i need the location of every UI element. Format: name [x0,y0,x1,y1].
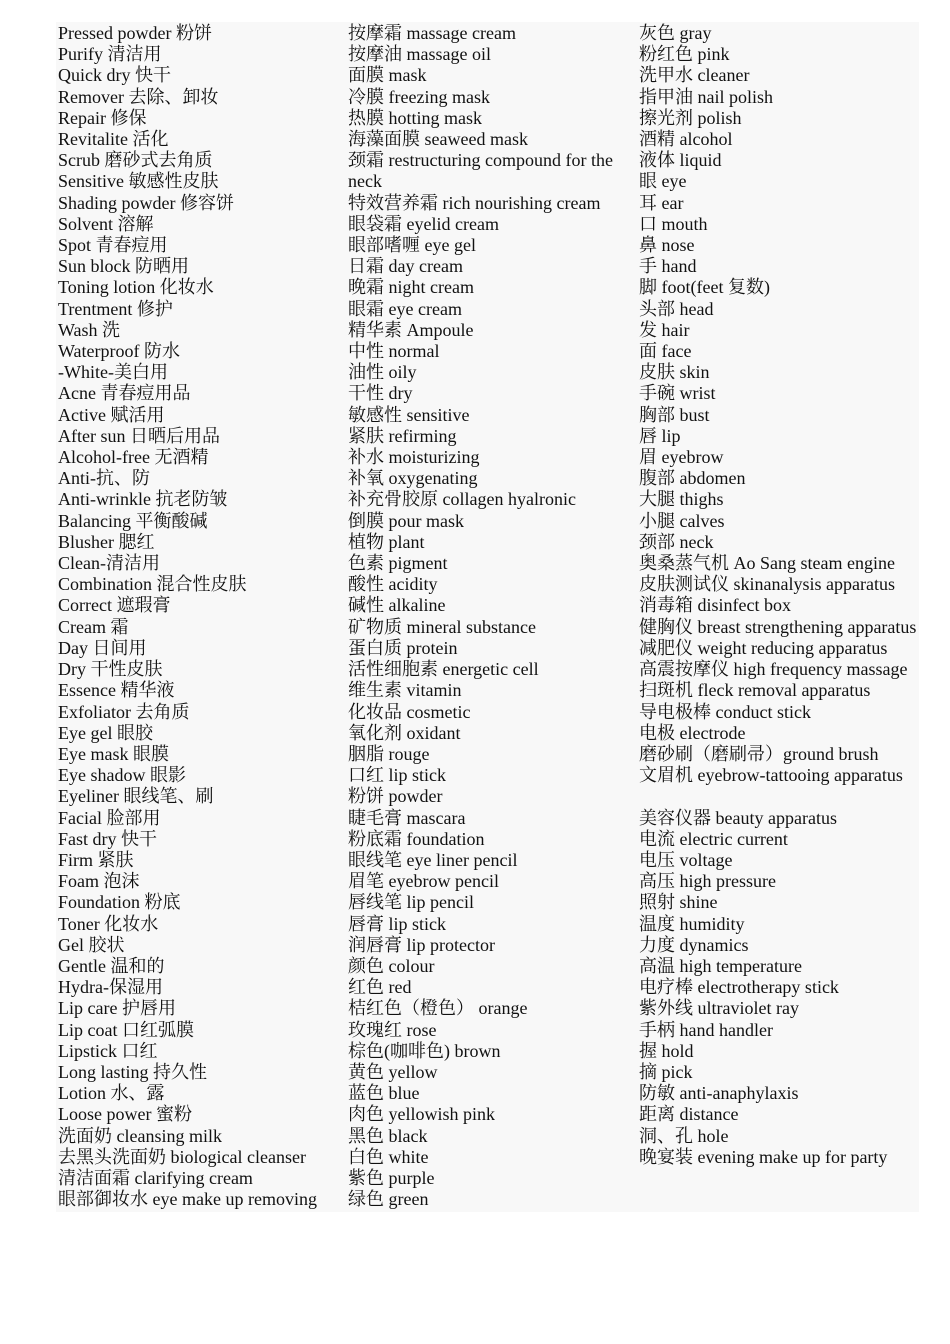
glossary-column-1 [56,22,347,1212]
glossary-entry: Scrub 磨砂式去角质 [58,150,213,171]
glossary-entry: 力度 dynamics [639,934,749,955]
glossary-entry: 温度 humidity [639,913,745,934]
glossary-entry: 灰色 gray [639,23,712,43]
glossary-entry: 电流 electric current [639,828,788,849]
glossary-entry: Lip care 护唇用 [58,998,176,1019]
glossary-entry: 补充骨胶原 collagen hyalronic [348,489,576,510]
glossary-entry: 黑色 black [348,1125,428,1146]
glossary-entry: Eye shadow 眼影 [58,765,186,786]
glossary-entry: 导电极棒 conduct stick [639,701,811,722]
glossary-entry: 清洁面霜 clarifying cream [58,1167,253,1188]
glossary-entry: 高温 high temperature [639,955,802,976]
glossary-entry: 洞、孔 hole [639,1125,729,1146]
glossary-entry: 绿色 green [348,1189,429,1210]
glossary-entry: 干性 dry [348,383,413,404]
glossary-entry: Waterproof 防水 [58,341,181,362]
glossary-entry: 晚宴装 evening make up for party [639,1146,888,1167]
glossary-entry: 发 hair [639,319,690,340]
glossary-entry: 手柄 hand handler [639,1019,773,1040]
glossary-entry: 手碗 wrist [639,383,716,404]
glossary-entry: 胸部 bust [639,404,710,425]
glossary-entry: 棕色(咖啡色) brown [348,1040,501,1061]
glossary-entry: 皮肤测试仪 skinanalysis apparatus [639,574,895,595]
glossary-entry: 矿物质 mineral substance [348,616,536,637]
glossary-entry: 耳 ear [639,192,684,213]
glossary-entry: 指甲油 nail polish [639,86,773,107]
glossary-entry: Alcohol-free 无酒精 [58,447,209,468]
glossary-entry: 化妆品 cosmetic [348,701,471,722]
glossary-entry: 奥桑蒸气机 Ao Sang steam engine [639,553,895,574]
glossary-entry: 眉 eyebrow [639,447,724,468]
glossary-entry: 去黑头洗面奶 biological cleanser [58,1146,306,1167]
glossary-entry: 粉红色 pink [639,44,730,65]
glossary-entry: 紫外线 ultraviolet ray [639,998,799,1019]
glossary-entry: Foam 泡沫 [58,871,140,892]
glossary-entry: Acne 青春痘用品 [58,383,191,404]
glossary-entry: 热膜 hotting mask [348,107,482,128]
glossary-entry: 磨砂刷（磨刷帚）ground brush [639,743,879,764]
glossary-entry: Trentment 修护 [58,298,173,319]
glossary-entry: 酒精 alcohol [639,129,733,150]
glossary-entry: Eyeliner 眼线笔、刷 [58,786,214,807]
glossary-entry: 粉饼 powder [348,786,443,807]
glossary-entry: 按摩油 massage oil [348,44,491,65]
glossary-entry: 肉色 yellowish pink [348,1104,495,1125]
glossary-entry: 防敏 anti-anaphylaxis [639,1083,799,1104]
glossary-entry: 口 mouth [639,213,708,234]
glossary-entry: Pressed powder 粉饼 [58,23,212,43]
glossary-entry: 美容仪器 beauty apparatus [639,807,837,828]
glossary-entry: Solvent 溶解 [58,213,154,234]
glossary-entry: 颈部 neck [639,531,714,552]
glossary-entry: Hydra-保湿用 [58,977,163,998]
glossary-entry: 唇 lip [639,425,681,446]
glossary-entry: Quick dry 快干 [58,65,171,86]
glossary-entry: 唇膏 lip stick [348,913,446,934]
glossary-entry: Revitalite 活化 [58,129,169,150]
glossary-entry: Anti-wrinkle 抗老防皱 [58,489,228,510]
glossary-entry: 色素 pigment [348,553,448,574]
glossary-entry: 眼 eye [639,171,687,192]
glossary-entry: Clean-清洁用 [58,553,160,574]
glossary-entry: Exfoliator 去角质 [58,701,190,722]
glossary-column-2 [347,22,638,1212]
glossary-entry: Spot 青春痘用 [58,235,168,256]
glossary-entry: 精华素 Ampoule [348,319,474,340]
glossary-entry: 特效营养霜 rich nourishing cream [348,192,601,213]
glossary-page [56,22,919,1212]
glossary-entry: 晚霜 night cream [348,277,474,298]
glossary-entry: 敏感性 sensitive [348,404,470,425]
glossary-entry: 眼线笔 eye liner pencil [348,849,518,870]
glossary-entry: Shading powder 修容饼 [58,192,234,213]
glossary-entry: Lip coat 口红弧膜 [58,1019,194,1040]
glossary-entry: Foundation 粉底 [58,892,181,913]
glossary-entry: 倒膜 pour mask [348,510,464,531]
glossary-entry: 黄色 yellow [348,1061,438,1082]
glossary-entry: 面 face [639,341,692,362]
glossary-entry: 消毒箱 disinfect box [639,595,791,616]
glossary-entry: 高震按摩仪 high frequency massage [639,659,908,680]
glossary-entry: Eye mask 眼膜 [58,743,169,764]
glossary-entry: Loose power 蜜粉 [58,1104,192,1125]
glossary-entry: 桔红色（橙色） orange [348,998,528,1019]
glossary-entry: 粉底霜 foundation [348,828,485,849]
glossary-entry: Long lasting 持久性 [58,1061,207,1082]
glossary-entry: 眼霜 eye cream [348,298,462,319]
glossary-entry: Lipstick 口红 [58,1040,158,1061]
glossary-entry: 眼部御妆水 eye make up removing [58,1189,317,1210]
glossary-entry: 文眉机 eyebrow-tattooing apparatus [639,765,903,786]
glossary-entry: 眼部嗜喱 eye gel [348,235,476,256]
glossary-entry: 健胸仪 breast strengthening apparatus [639,616,917,637]
glossary-entry: Balancing 平衡酸碱 [58,510,208,531]
glossary-entry: Toner 化妆水 [58,913,159,934]
glossary-entry: 高压 high pressure [639,871,776,892]
glossary-entry: 补水 moisturizing [348,447,480,468]
glossary-entry: 红色 red [348,977,412,998]
glossary-entry: Firm 紧肤 [58,849,134,870]
glossary-entry: Fast dry 快干 [58,828,157,849]
glossary-entry: Day 日间用 [58,637,147,658]
glossary-entry: After sun 日晒后用品 [58,425,220,446]
glossary-entry: 中性 normal [348,341,440,362]
glossary-entry: 摘 pick [639,1061,693,1082]
glossary-entry: 补氧 oxygenating [348,468,478,489]
glossary-entry: 颈霜 restructuring compound for the neck [348,150,613,192]
glossary-entry: 活性细胞素 energetic cell [348,659,539,680]
glossary-entry: Facial 脸部用 [58,807,161,828]
glossary-entry: 液体 liquid [639,150,722,171]
glossary-entry: 日霜 day cream [348,256,463,277]
glossary-entry: Active 赋活用 [58,404,165,425]
glossary-entry: 减肥仪 weight reducing apparatus [639,637,888,658]
glossary-entry: 距离 distance [639,1104,739,1125]
glossary-entry: 握 hold [639,1040,694,1061]
glossary-entry: 腹部 abdomen [639,468,746,489]
glossary-entry: 睫毛膏 mascara [348,807,466,828]
glossary-entry: Combination 混合性皮肤 [58,574,247,595]
glossary-entry: 润唇膏 lip protector [348,934,495,955]
glossary-entry: 头部 head [639,298,714,319]
glossary-entry: Sensitive 敏感性皮肤 [58,171,219,192]
glossary-entry: 手 hand [639,256,697,277]
glossary-entry: Eye gel 眼胶 [58,722,153,743]
glossary-entry: 植物 plant [348,531,425,552]
glossary-entry: Blusher 腮红 [58,531,155,552]
glossary-entry: 冷膜 freezing mask [348,86,490,107]
glossary-entry: 扫斑机 fleck removal apparatus [639,680,871,701]
glossary-entry: 鼻 nose [639,235,695,256]
glossary-entry: 玫瑰红 rose [348,1019,437,1040]
glossary-entry: 紧肤 refirming [348,425,457,446]
glossary-entry: 胭脂 rouge [348,743,430,764]
glossary-entry: 眼袋霜 eyelid cream [348,213,499,234]
glossary-entry: 洗面奶 cleansing milk [58,1125,222,1146]
glossary-entry: 白色 white [348,1146,429,1167]
glossary-entry: Lotion 水、露 [58,1083,165,1104]
glossary-entry: Gentle 温和的 [58,955,165,976]
glossary-entry: 电压 voltage [639,849,733,870]
glossary-entry: Cream 霜 [58,616,129,637]
glossary-entry: 大腿 thighs [639,489,724,510]
glossary-column-3 [638,22,919,1212]
glossary-entry: 唇线笔 lip pencil [348,892,474,913]
glossary-entry: Dry 干性皮肤 [58,659,163,680]
glossary-entry: Anti-抗、防 [58,468,150,489]
glossary-entry: 电极 electrode [639,722,746,743]
glossary-entry: Sun block 防晒用 [58,256,190,277]
glossary-entry: Gel 胶状 [58,934,125,955]
glossary-entry: Correct 遮瑕膏 [58,595,171,616]
glossary-entry: 氧化剂 oxidant [348,722,461,743]
glossary-entry: 按摩霜 massage cream [348,23,516,43]
glossary-entry: 面膜 mask [348,65,427,86]
glossary-entry: Repair 修保 [58,107,147,128]
glossary-entry: 碱性 alkaline [348,595,446,616]
glossary-entry: 眉笔 eyebrow pencil [348,871,499,892]
glossary-entry: 小腿 calves [639,510,725,531]
glossary-entry: 洗甲水 cleaner [639,65,750,86]
glossary-entry: 蓝色 blue [348,1083,420,1104]
glossary-entry: 擦光剂 polish [639,107,742,128]
glossary-entry: 海藻面膜 seaweed mask [348,129,528,150]
glossary-entry: 紫色 purple [348,1167,435,1188]
glossary-entry: Wash 洗 [58,319,121,340]
glossary-entry: 颜色 colour [348,955,435,976]
glossary-entry: 酸性 acidity [348,574,438,595]
glossary-entry: 蛋白质 protein [348,637,458,658]
glossary-entry: Toning lotion 化妆水 [58,277,214,298]
glossary-entry: 皮肤 skin [639,362,710,383]
glossary-entry: 照射 shine [639,892,718,913]
glossary-entry: 口红 lip stick [348,765,446,786]
glossary-entry: Essence 精华液 [58,680,175,701]
glossary-entry: -White-美白用 [58,362,168,383]
glossary-entry: 电疗棒 electrotherapy stick [639,977,839,998]
glossary-entry: Remover 去除、卸妆 [58,86,219,107]
glossary-entry [639,786,919,807]
glossary-entry: 脚 foot(feet 复数) [639,277,770,298]
glossary-entry: Purify 清洁用 [58,44,162,65]
glossary-entry: 维生素 vitamin [348,680,462,701]
glossary-entry: 油性 oily [348,362,417,383]
